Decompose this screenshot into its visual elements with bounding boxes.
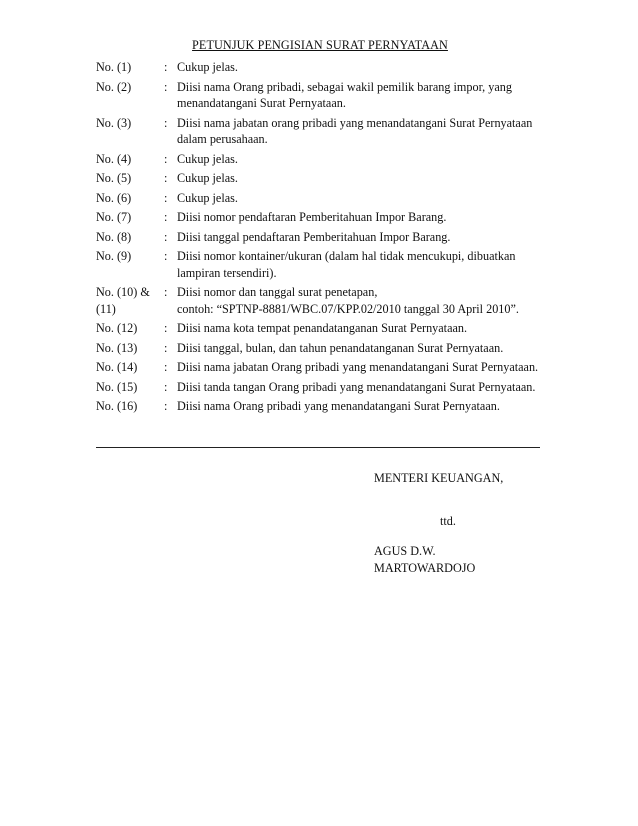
instruction-row	[96, 209, 544, 226]
instruction-separator: :	[164, 60, 168, 74]
instruction-number: No. (12)	[96, 321, 138, 335]
instruction-number: No. (14)	[96, 360, 138, 374]
instruction-row	[96, 398, 544, 415]
instruction-number: No. (7)	[96, 210, 132, 224]
signatory-office: MENTERI KEUANGAN,	[374, 471, 504, 485]
document-title: PETUNJUK PENGISIAN SURAT PERNYATAAN	[192, 38, 448, 52]
instruction-description: Diisi nama jabatan Orang pribadi yang menandatangani Surat Pernyataan.	[177, 360, 539, 374]
instruction-row	[96, 59, 544, 76]
instruction-separator: :	[164, 249, 168, 263]
instruction-separator: :	[164, 229, 168, 244]
instruction-row	[96, 248, 544, 281]
instruction-description: Diisi nama Orang pribadi, sebagai wakil pemilik barang impor, yang menandatangani Surat Pernyataan.	[177, 79, 512, 110]
instruction-row	[96, 340, 544, 357]
instruction-description: Cukup jelas.	[177, 190, 238, 205]
instruction-separator: :	[164, 285, 168, 299]
instruction-separator: :	[164, 115, 168, 130]
instruction-description: Diisi nama jabatan orang pribadi yang menandatangani Surat Pernyataan dalam perusahaan.	[177, 115, 533, 146]
instruction-separator: :	[164, 321, 168, 335]
instruction-separator: :	[164, 190, 168, 205]
instruction-number: No. (4)	[96, 151, 132, 166]
instruction-separator: :	[164, 151, 168, 166]
instruction-separator: :	[164, 360, 168, 374]
instruction-description: Diisi tanda tangan Orang pribadi yang menandatangani Surat Pernyataan.	[177, 379, 536, 394]
instruction-number: No. (8)	[96, 229, 132, 244]
instruction-row	[96, 190, 544, 207]
instruction-separator: :	[164, 340, 168, 355]
horizontal-divider	[96, 447, 540, 448]
instruction-description: Cukup jelas.	[177, 171, 238, 185]
instruction-number: No. (2)	[96, 79, 132, 94]
instruction-number: No. (5)	[96, 171, 132, 185]
instruction-number: No. (16)	[96, 399, 138, 413]
signatory-name-line2: MARTOWARDOJO	[374, 560, 476, 575]
instruction-description: Diisi nomor dan tanggal surat penetapan, contoh: “SPTNP-8881/WBC.07/KPP.02/2010 tanggal 30 April 2010”.	[177, 285, 519, 316]
instruction-description: Diisi tanggal pendaftaran Pemberitahuan Impor Barang.	[177, 229, 451, 244]
signed-mark: ttd.	[440, 514, 456, 528]
instruction-description: Diisi nama Orang pribadi yang menandatangani Surat Pernyataan.	[177, 399, 500, 413]
instruction-separator: :	[164, 210, 168, 224]
instruction-description: Cukup jelas.	[177, 60, 238, 74]
instruction-description: Cukup jelas.	[177, 151, 238, 166]
instruction-description: Diisi nama kota tempat penandatanganan Surat Pernyataan.	[177, 321, 468, 335]
instruction-description: Diisi tanggal, bulan, dan tahun penandatanganan Surat Pernyataan.	[177, 340, 504, 355]
instruction-number: No. (10) & (11)	[96, 285, 150, 316]
instruction-row	[96, 170, 544, 187]
instruction-description: Diisi nomor pendaftaran Pemberitahuan Impor Barang.	[177, 210, 447, 224]
instruction-row	[96, 151, 544, 168]
instruction-row	[96, 115, 544, 148]
instruction-number: No. (9)	[96, 249, 132, 263]
instruction-row	[96, 359, 544, 376]
instruction-number: No. (6)	[96, 190, 132, 205]
instruction-row	[96, 284, 544, 317]
instruction-row	[96, 320, 544, 337]
instruction-row	[96, 379, 544, 396]
instruction-separator: :	[164, 79, 168, 94]
instruction-separator: :	[164, 379, 168, 394]
instruction-row	[96, 229, 544, 246]
instruction-separator: :	[164, 399, 168, 413]
signatory-name	[374, 543, 514, 576]
instruction-number: No. (13)	[96, 340, 138, 355]
instruction-description: Diisi nomor kontainer/ukuran (dalam hal tidak mencukupi, dibuatkan lampiran tersendiri).	[177, 249, 516, 280]
instruction-number: No. (3)	[96, 115, 132, 130]
signatory-name-line1: AGUS D.W.	[374, 544, 436, 558]
instruction-list	[96, 59, 544, 418]
instruction-row	[96, 79, 544, 112]
instruction-number: No. (1)	[96, 60, 132, 74]
instruction-number: No. (15)	[96, 379, 138, 394]
instruction-separator: :	[164, 171, 168, 185]
